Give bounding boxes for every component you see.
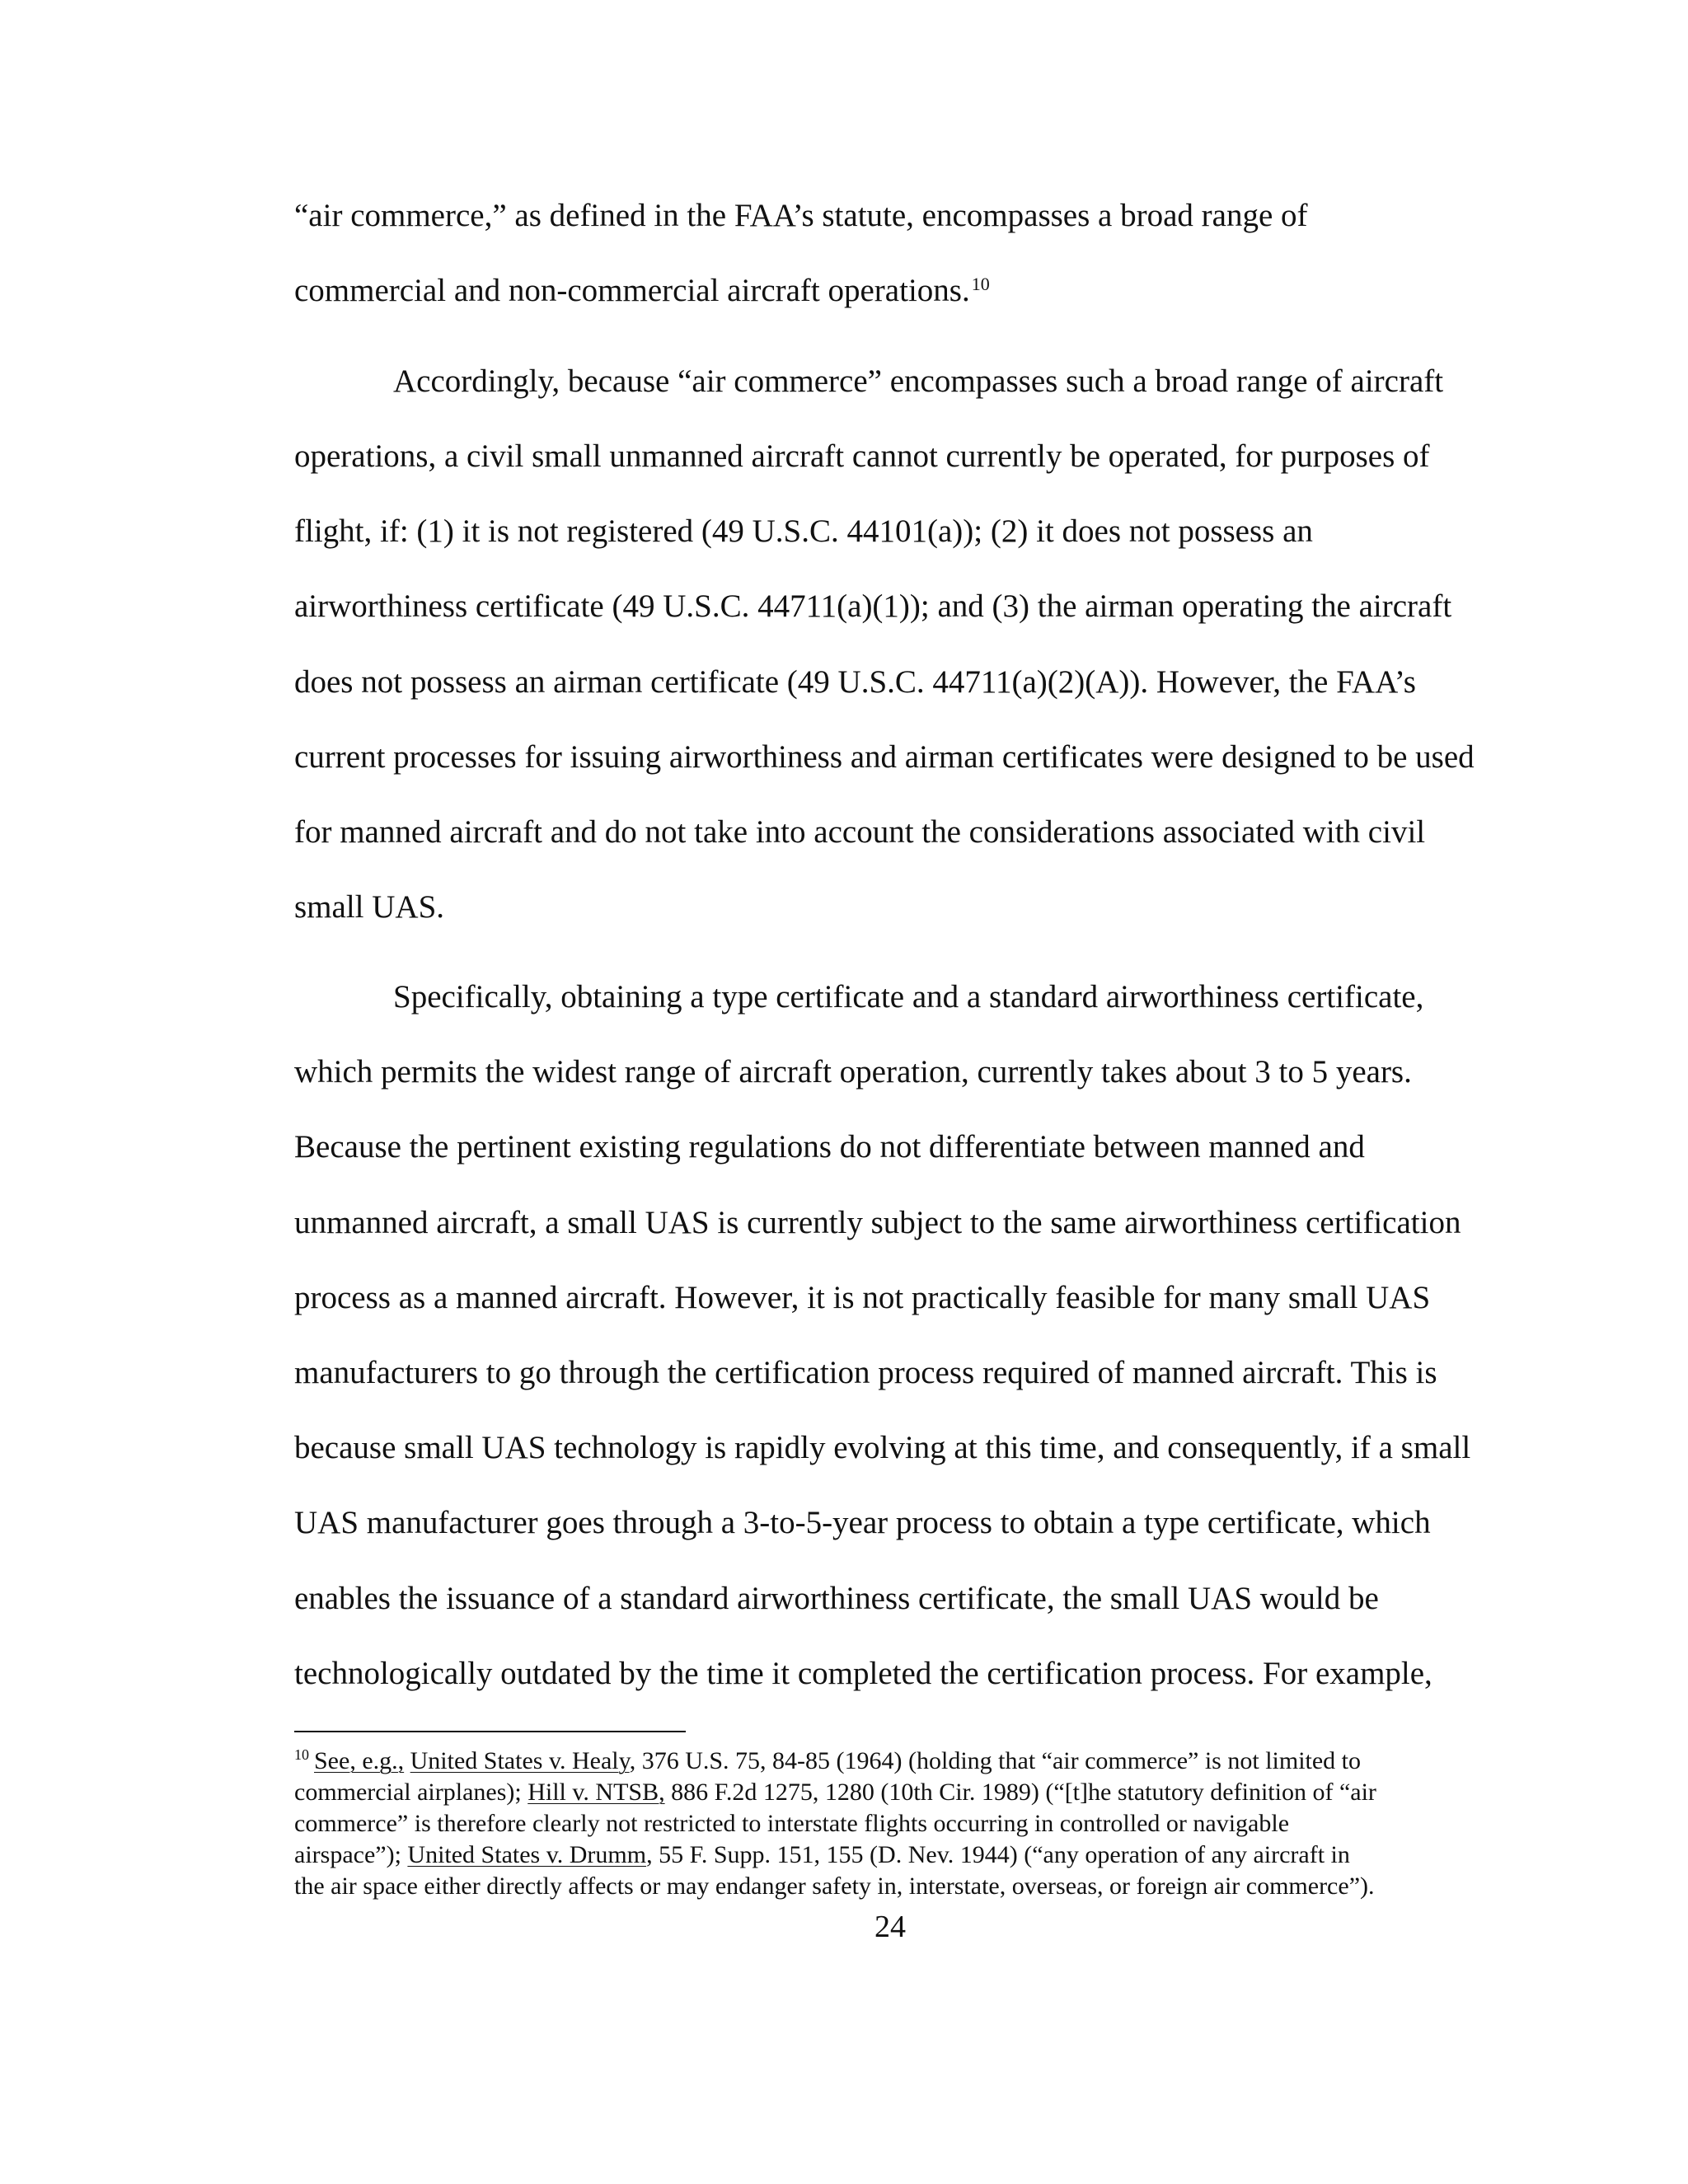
body-line: because small UAS technology is rapidly evolving at this time, and consequently, if a small <box>294 1430 1471 1465</box>
page-number: 24 <box>874 1910 906 1944</box>
footnote-line: the air space either directly affects or may endanger safety in, interstate, overseas, or foreign air commerce”). <box>294 1872 1375 1900</box>
body-line: airworthiness certificate (49 U.S.C. 44711(a)(1)); and (3) the airman operating the aircraft <box>294 588 1452 624</box>
body-line: manufacturers to go through the certification process required of manned aircraft. This is <box>294 1355 1437 1390</box>
case-name: United States v. Healy <box>410 1747 630 1774</box>
body-line: current processes for issuing airworthiness and airman certificates were designed to be used <box>294 739 1475 775</box>
body-line: Because the pertinent existing regulations do not differentiate between manned and <box>294 1129 1365 1165</box>
footnote-line <box>294 1840 1350 1871</box>
footnote-reference[interactable]: 10 <box>971 274 990 294</box>
body-text: commercial and non-commercial aircraft operations. <box>294 273 970 308</box>
footnote-text: commercial airplanes); <box>294 1779 528 1806</box>
footnote-line <box>294 1746 1361 1779</box>
body-line: process as a manned aircraft. However, it is not practically feasible for many small UAS <box>294 1280 1431 1315</box>
body-line: operations, a civil small unmanned aircraft cannot currently be operated, for purposes of <box>294 438 1430 474</box>
footnote-text: , 376 U.S. 75, 84-85 (1964) (holding that “air commerce” is not limited to <box>629 1747 1362 1774</box>
footnote-text: , 55 F. Supp. 151, 155 (D. Nev. 1944) (“any operation of any aircraft in <box>646 1841 1350 1868</box>
body-line: unmanned aircraft, a small UAS is currently subject to the same airworthiness certification <box>294 1205 1461 1240</box>
body-line <box>294 273 990 309</box>
body-line: which permits the widest range of aircraft operation, currently takes about 3 to 5 years. <box>294 1054 1412 1090</box>
citation-signal: See, e.g., <box>314 1747 405 1774</box>
body-line: Specifically, obtaining a type certificate and a standard airworthiness certificate, <box>393 979 1424 1015</box>
body-line: Accordingly, because “air commerce” encompasses such a broad range of aircraft <box>393 363 1444 399</box>
body-line: UAS manufacturer goes through a 3-to-5-year process to obtain a type certificate, which <box>294 1505 1431 1540</box>
case-name: United States v. Drumm <box>407 1841 647 1868</box>
body-line: technologically outdated by the time it completed the certification process. For example, <box>294 1656 1432 1691</box>
footnote-text: 886 F.2d 1275, 1280 (10th Cir. 1989) (“[t]he statutory definition of “air <box>664 1779 1376 1806</box>
footnote-text: airspace”); <box>294 1841 408 1868</box>
footnote-line <box>294 1777 1376 1808</box>
body-line: flight, if: (1) it is not registered (49 U.S.C. 44101(a)); (2) it does not possess an <box>294 513 1313 549</box>
body-line: does not possess an airman certificate (49 U.S.C. 44711(a)(2)(A)). However, the FAA’s <box>294 664 1416 700</box>
case-name: Hill v. NTSB, <box>528 1779 665 1806</box>
footnote-number: 10 <box>294 1746 309 1763</box>
footnote-separator <box>294 1731 686 1732</box>
body-line: for manned aircraft and do not take into account the considerations associated with civil <box>294 814 1426 850</box>
body-line: “air commerce,” as defined in the FAA’s statute, encompasses a broad range of <box>294 198 1308 233</box>
body-line: enables the issuance of a standard airworthiness certificate, the small UAS would be <box>294 1581 1379 1616</box>
footnote-line: commerce” is therefore clearly not restricted to interstate flights occurring in controlled or navigable <box>294 1810 1290 1837</box>
body-line: small UAS. <box>294 889 445 925</box>
